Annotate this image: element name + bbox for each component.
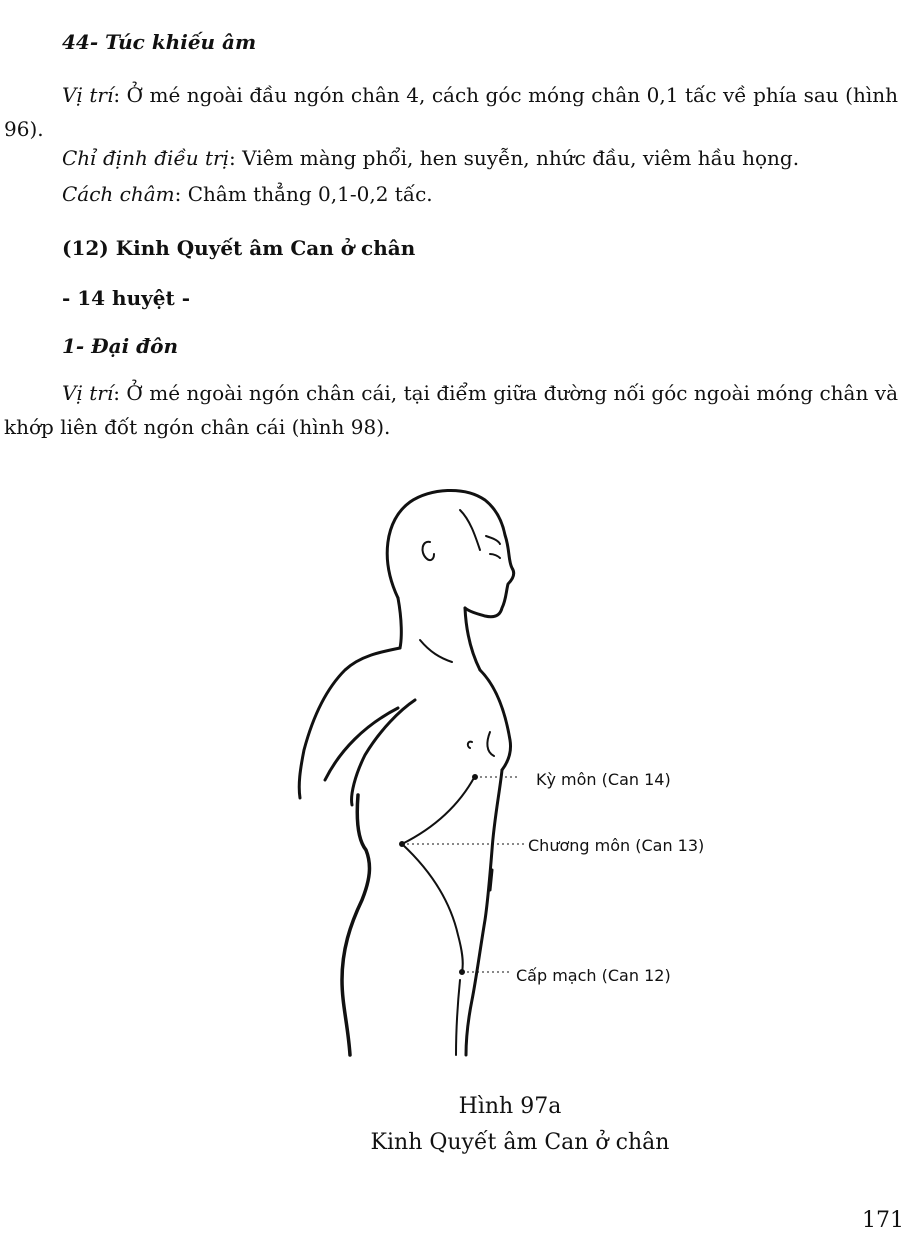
clavicle: [420, 640, 452, 662]
shoulder-line: [299, 648, 400, 798]
body-outline-figure: [280, 480, 740, 1060]
groin-curve: [402, 844, 463, 972]
hair-line: [460, 510, 480, 550]
indication-label: Chỉ định điều trị: [62, 146, 229, 170]
indication-text: : Viêm màng phổi, hen suyễn, nhức đầu, viêm hầu họng.: [229, 146, 800, 170]
meridian-point-count: - 14 huyệt -: [62, 286, 190, 310]
location-label: Vị trí: [62, 83, 114, 107]
section-1-location: [4, 376, 898, 444]
neck-back: [398, 598, 401, 648]
chest-front: [480, 670, 511, 770]
label-chuong-mon: Chương môn (Can 13): [528, 836, 705, 855]
location-text: : Ở mé ngoài ngón chân cái, tại điểm giữa đường nối góc ngoài móng chân và khớp liên đốt ngón chân cái (hình 98).: [4, 381, 898, 439]
method-label: Cách châm: [62, 182, 175, 206]
abdomen-front: [466, 770, 502, 1055]
back-line: [342, 795, 369, 1055]
face-details: [423, 536, 500, 560]
section-44-heading: 44- Túc khiếu âm: [62, 30, 257, 54]
arm: [325, 700, 415, 805]
method-text: : Châm thẳng 0,1-0,2 tấc.: [174, 182, 433, 206]
label-cap-mach: Cấp mạch (Can 12): [516, 966, 671, 985]
section-44-indication: [62, 144, 799, 172]
location-text: : Ở mé ngoài đầu ngón chân 4, cách góc móng chân 0,1 tấc về phía sau (hình 96).: [4, 83, 898, 141]
section-1-heading: 1- Đại đôn: [62, 334, 179, 358]
meridian-heading: (12) Kinh Quyết âm Can ở chân: [62, 236, 416, 260]
navel-mark: [490, 870, 492, 890]
head-outline: [387, 490, 513, 616]
rib-curve: [402, 776, 475, 844]
neck-front: [465, 608, 480, 670]
location-label: Vị trí: [62, 381, 114, 405]
section-44-location: [4, 78, 898, 146]
hip-front: [456, 980, 460, 1055]
figure-number: Hình 97a: [458, 1094, 562, 1119]
section-44-method: [62, 180, 433, 208]
acupoint-markers: [400, 775, 527, 975]
nipple: [468, 732, 494, 756]
label-ky-mon: Kỳ môn (Can 14): [536, 770, 671, 789]
figure-title: Kinh Quyết âm Can ở chân: [370, 1130, 670, 1155]
page-number: 171: [862, 1208, 904, 1233]
